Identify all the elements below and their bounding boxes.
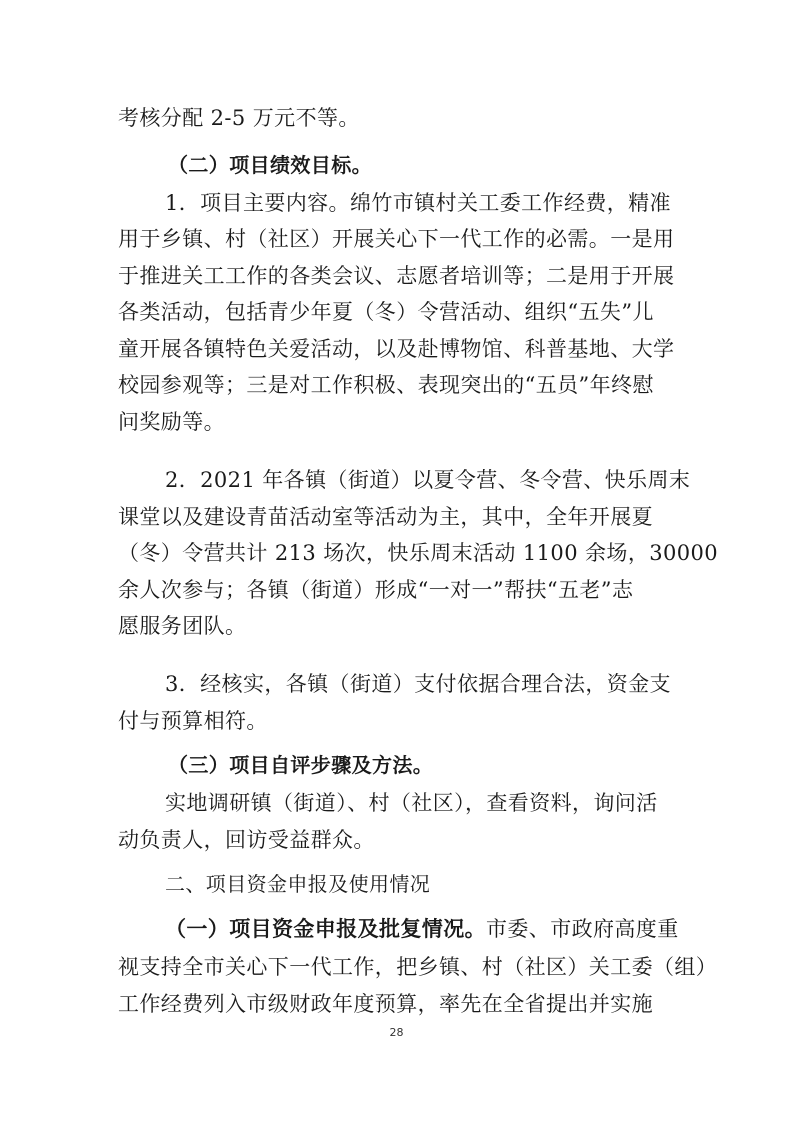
paragraph-line: 3．经核实，各镇（街道）支付依据合理合法，资金支 xyxy=(165,672,671,696)
paragraph-line: 课堂以及建设青苗活动室等活动为主，其中，全年开展夏 xyxy=(118,505,653,529)
paragraph-line: 1．项目主要内容。绵竹市镇村关工委工作经费，精准 xyxy=(165,191,671,215)
section-heading: （二）项目绩效目标。 xyxy=(168,153,372,177)
section-heading: （三）项目自评步骤及方法。 xyxy=(168,753,434,777)
paragraph-line: 付与预算相符。 xyxy=(118,709,268,733)
paragraph-line: 童开展各镇特色关爱活动，以及赴博物馆、科普基地、大学 xyxy=(118,337,675,361)
inline-text: 市委、市政府高度重 xyxy=(486,917,679,941)
paragraph-line: 愿服务团队。 xyxy=(118,614,247,638)
paragraph-line: 问奖励等。 xyxy=(118,410,225,434)
paragraph-line: （冬）令营共计 213 场次，快乐周末活动 1100 余场，30000 xyxy=(118,541,719,565)
page-number: 28 xyxy=(389,1026,404,1039)
paragraph-line: 各类活动，包括青少年夏（冬）令营活动、组织“五失”儿 xyxy=(118,300,654,324)
paragraph-line: 考核分配 2-5 万元不等。 xyxy=(118,106,360,130)
paragraph-line: 2．2021 年各镇（街道）以夏令营、冬令营、快乐周末 xyxy=(165,468,691,492)
paragraph-line: 工作经费列入市级财政年度预算，率先在全省提出并实施 xyxy=(118,992,653,1016)
paragraph-line: 视支持全市关心下一代工作，把乡镇、村（社区）关工委（组） xyxy=(118,955,718,979)
chapter-heading: 二、项目资金申报及使用情况 xyxy=(165,872,431,896)
paragraph-line: 于推进关工工作的各类会议、志愿者培训等；二是用于开展 xyxy=(118,264,675,288)
paragraph-line: 动负责人，回访受益群众。 xyxy=(118,828,375,852)
paragraph-line xyxy=(165,915,685,943)
paragraph-line: 用于乡镇、村（社区）开展关心下一代工作的必需。一是用 xyxy=(118,227,675,251)
paragraph-line: 余人次参与；各镇（街道）形成“一对一”帮扶“五老”志 xyxy=(118,578,634,602)
inline-heading: （一）项目资金申报及批复情况。 xyxy=(165,917,486,941)
paragraph-line: 实地调研镇（街道）、村（社区），查看资料，询问活 xyxy=(165,791,658,815)
paragraph-line: 校园参观等；三是对工作积极、表现突出的“五员”年终慰 xyxy=(118,373,654,397)
